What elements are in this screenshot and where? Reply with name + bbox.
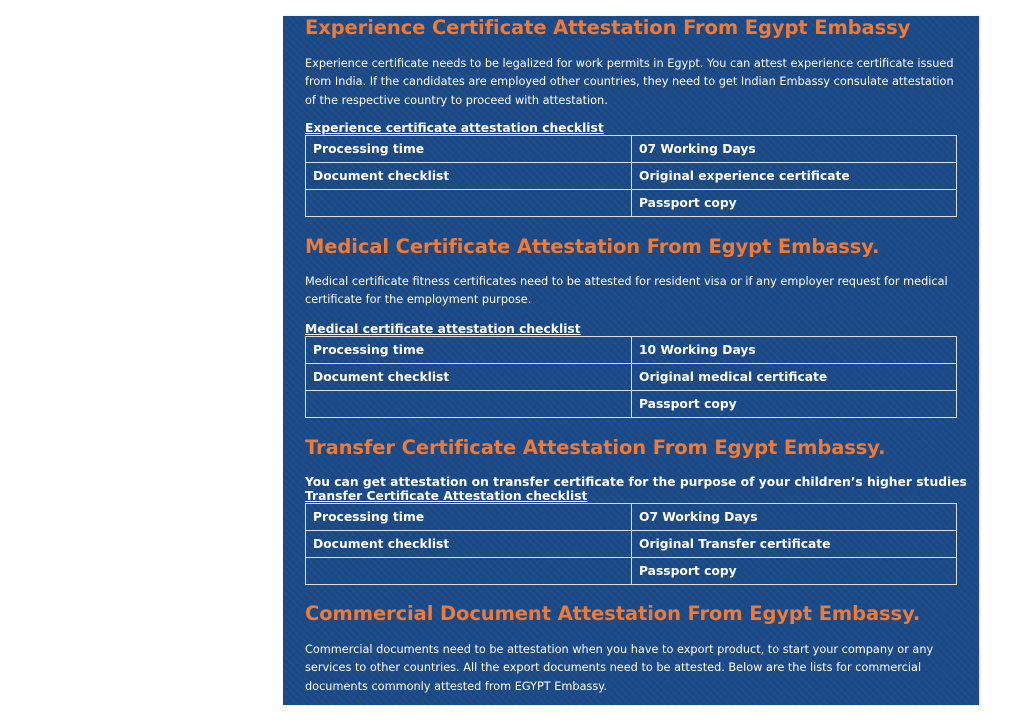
- table-row: [306, 190, 957, 217]
- section-heading: Medical Certificate Attestation From Egypt Embassy.: [305, 235, 880, 258]
- table-cell: Processing time: [306, 136, 632, 163]
- table-cell: 07 Working Days: [632, 136, 957, 163]
- section-heading: Transfer Certificate Attestation From Egypt Embassy.: [305, 436, 886, 459]
- checklist-table: [305, 336, 957, 418]
- checklist-table: [305, 503, 957, 585]
- checklist-title-block: [305, 322, 957, 336]
- table-cell: Passport copy: [632, 190, 957, 217]
- checklist-title-block: [305, 489, 957, 503]
- table-row: [306, 531, 957, 558]
- table-cell: Original Transfer certificate: [632, 531, 957, 558]
- checklist-table-block: [305, 503, 957, 585]
- table-row: [306, 504, 957, 531]
- table-cell: [306, 391, 632, 418]
- table-cell: Original medical certificate: [632, 364, 957, 391]
- section-heading: Experience Certificate Attestation From Egypt Embassy: [305, 16, 911, 39]
- section-lead: You can get attestation on transfer certificate for the purpose of your children’s higher studies: [305, 475, 967, 489]
- section-paragraph-block: [305, 55, 957, 110]
- section-paragraph-block: [305, 641, 957, 696]
- table-row: [306, 364, 957, 391]
- table-cell: Document checklist: [306, 163, 632, 190]
- table-cell: Processing time: [306, 337, 632, 364]
- section-heading: Commercial Document Attestation From Egypt Embassy.: [305, 602, 921, 625]
- section-medical: [305, 235, 957, 259]
- document-page: [283, 16, 979, 705]
- section-transfer: [305, 436, 957, 460]
- checklist-title: Transfer Certificate Attestation checklist: [305, 489, 588, 503]
- checklist-title-block: [305, 121, 957, 135]
- table-cell: Passport copy: [632, 558, 957, 585]
- section-paragraph: Experience certificate needs to be legalized for work permits in Egypt. You can attest experience certificate issued from India. If the candidates are employed other countries, they need to get Indian Embassy consulate attestation of the respective country to proceed with attestation.: [305, 57, 954, 107]
- table-row: [306, 136, 957, 163]
- section-paragraph: Medical certificate fitness certificates need to be attested for resident visa or if any employer request for medical certificate for the employment purpose.: [305, 275, 948, 307]
- table-cell: Document checklist: [306, 531, 632, 558]
- table-cell: 10 Working Days: [632, 337, 957, 364]
- table-cell: [306, 190, 632, 217]
- section-paragraph: Commercial documents need to be attestation when you have to export product, to start your company or any services to other countries. All the export documents need to be attested. Below are the lists for commercial documents commonly attested from EGYPT Embassy.: [305, 643, 934, 693]
- checklist-title: Experience certificate attestation checklist: [305, 121, 604, 135]
- table-cell: O7 Working Days: [632, 504, 957, 531]
- table-row: [306, 337, 957, 364]
- table-row: [306, 391, 957, 418]
- table-cell: Processing time: [306, 504, 632, 531]
- checklist-table-block: [305, 135, 957, 217]
- section-experience: [305, 16, 957, 40]
- table-cell: Passport copy: [632, 391, 957, 418]
- checklist-title: Medical certificate attestation checklist: [305, 322, 581, 336]
- table-cell: Original experience certificate: [632, 163, 957, 190]
- checklist-table-block: [305, 336, 957, 418]
- table-row: [306, 558, 957, 585]
- table-cell: [306, 558, 632, 585]
- table-cell: Document checklist: [306, 364, 632, 391]
- checklist-table: [305, 135, 957, 217]
- section-paragraph-block: [305, 273, 957, 310]
- table-row: [306, 163, 957, 190]
- lead-block: [305, 475, 967, 489]
- section-commercial: [305, 602, 957, 626]
